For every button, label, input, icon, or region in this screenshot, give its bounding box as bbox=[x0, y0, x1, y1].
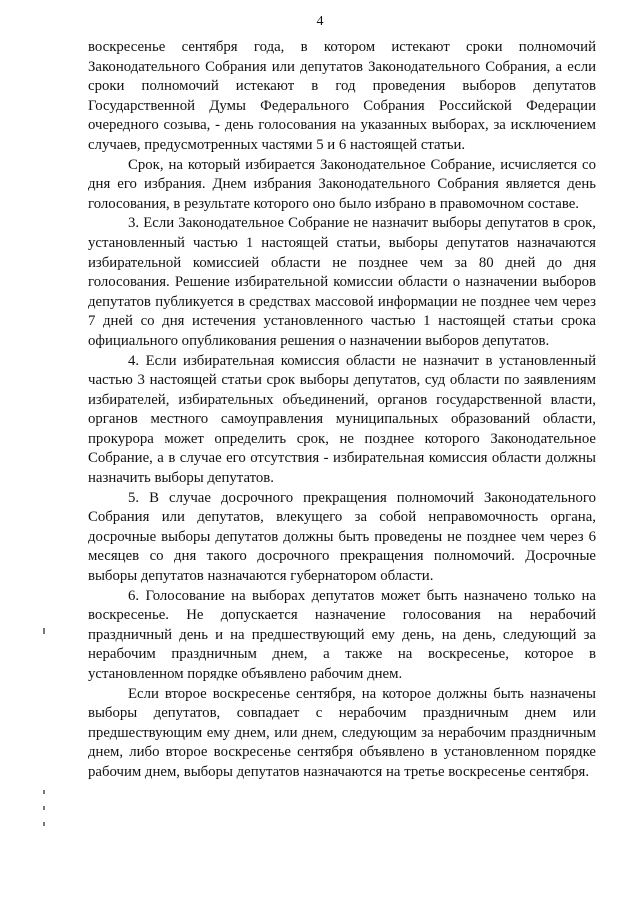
page-number: 4 bbox=[316, 14, 324, 29]
paragraph-3: 3. Если Законодательное Собрание не назначит выборы депутатов в срок, установленный частью 1 настоящей статьи, выборы депутатов назначаются избирательной комиссией области не позднее чем за 80 дней до дня голосования. Решение избирательной комиссии области о назначении выборов депутатов публикуется в средствах массовой информации не позднее чем через 7 дней со дня истечения установленного частью 1 настоящей статьи срока официального опубликования решения о назначении выборов депутатов. bbox=[88, 215, 596, 349]
paragraph-continuation: воскресенье сентября года, в котором истекают сроки полномочий Законодательного Собрания или депутатов Законодательного Собрания, а если сроки полномочий истекают в год проведения выборов депутатов Государственной Думы Федерального Собрания Российской Федерации очередного созыва, - день голосования на указанных выборах, за исключением случаев, предусмотренных частями 5 и 6 настоящей статьи. bbox=[88, 39, 596, 153]
paragraph-6: 6. Голосование на выборах депутатов может быть назначено только на воскресенье. Не допускается назначение голосования на нерабочий праздничный день и на предшествующий ему день, на день, следующий за нерабочим праздничным днем, а также на воскресенье, которое в установленном порядке объявлено рабочим днем. bbox=[88, 587, 596, 682]
scan-mark-2 bbox=[43, 790, 45, 794]
scan-mark-4 bbox=[43, 822, 45, 826]
scan-mark-3 bbox=[43, 806, 45, 810]
paragraph-5: 5. В случае досрочного прекращения полномочий Законодательного Собрания или депутатов, влекущего за собой неправомочность органа, досрочные выборы депутатов должны быть проведены не позднее чем через 6 месяцев со дня такого досрочного прекращения полномочий. Досрочные выборы депутатов назначаются губернатором области. bbox=[88, 489, 596, 585]
document-body bbox=[88, 38, 596, 783]
paragraph-second-sunday: Если второе воскресенье сентября, на которое должны быть назначены выборы депутатов, совпадает с нерабочим праздничным днем или предшествующим ему днем, или днем, следующим за нерабочим праздничным днем, либо второе воскресенье сентября объявлено в установленном порядке рабочим днем, выборы депутатов назначаются на третье воскресенье сентября. bbox=[88, 685, 596, 780]
scan-mark-1 bbox=[43, 628, 45, 634]
paragraph-term-of-office: Срок, на который избирается Законодательное Собрание, исчисляется со дня его избрания. Днем избрания Законодательного Собрания является день голосования, в результате которого оно было избрано в правомочном составе. bbox=[88, 156, 596, 212]
paragraph-4: 4. Если избирательная комиссия области не назначит в установленный частью 3 настоящей статьи срок выборы депутатов, суд области по заявлениям избирателей, избирательных объединений, органов государственной власти, органов местного самоуправления муниципальных образований области, прокурора может определить срок, не позднее которого Законодательное Собрание, а в случае его отсутствия - избирательная комиссия области должны назначить выборы депутатов. bbox=[88, 352, 596, 487]
